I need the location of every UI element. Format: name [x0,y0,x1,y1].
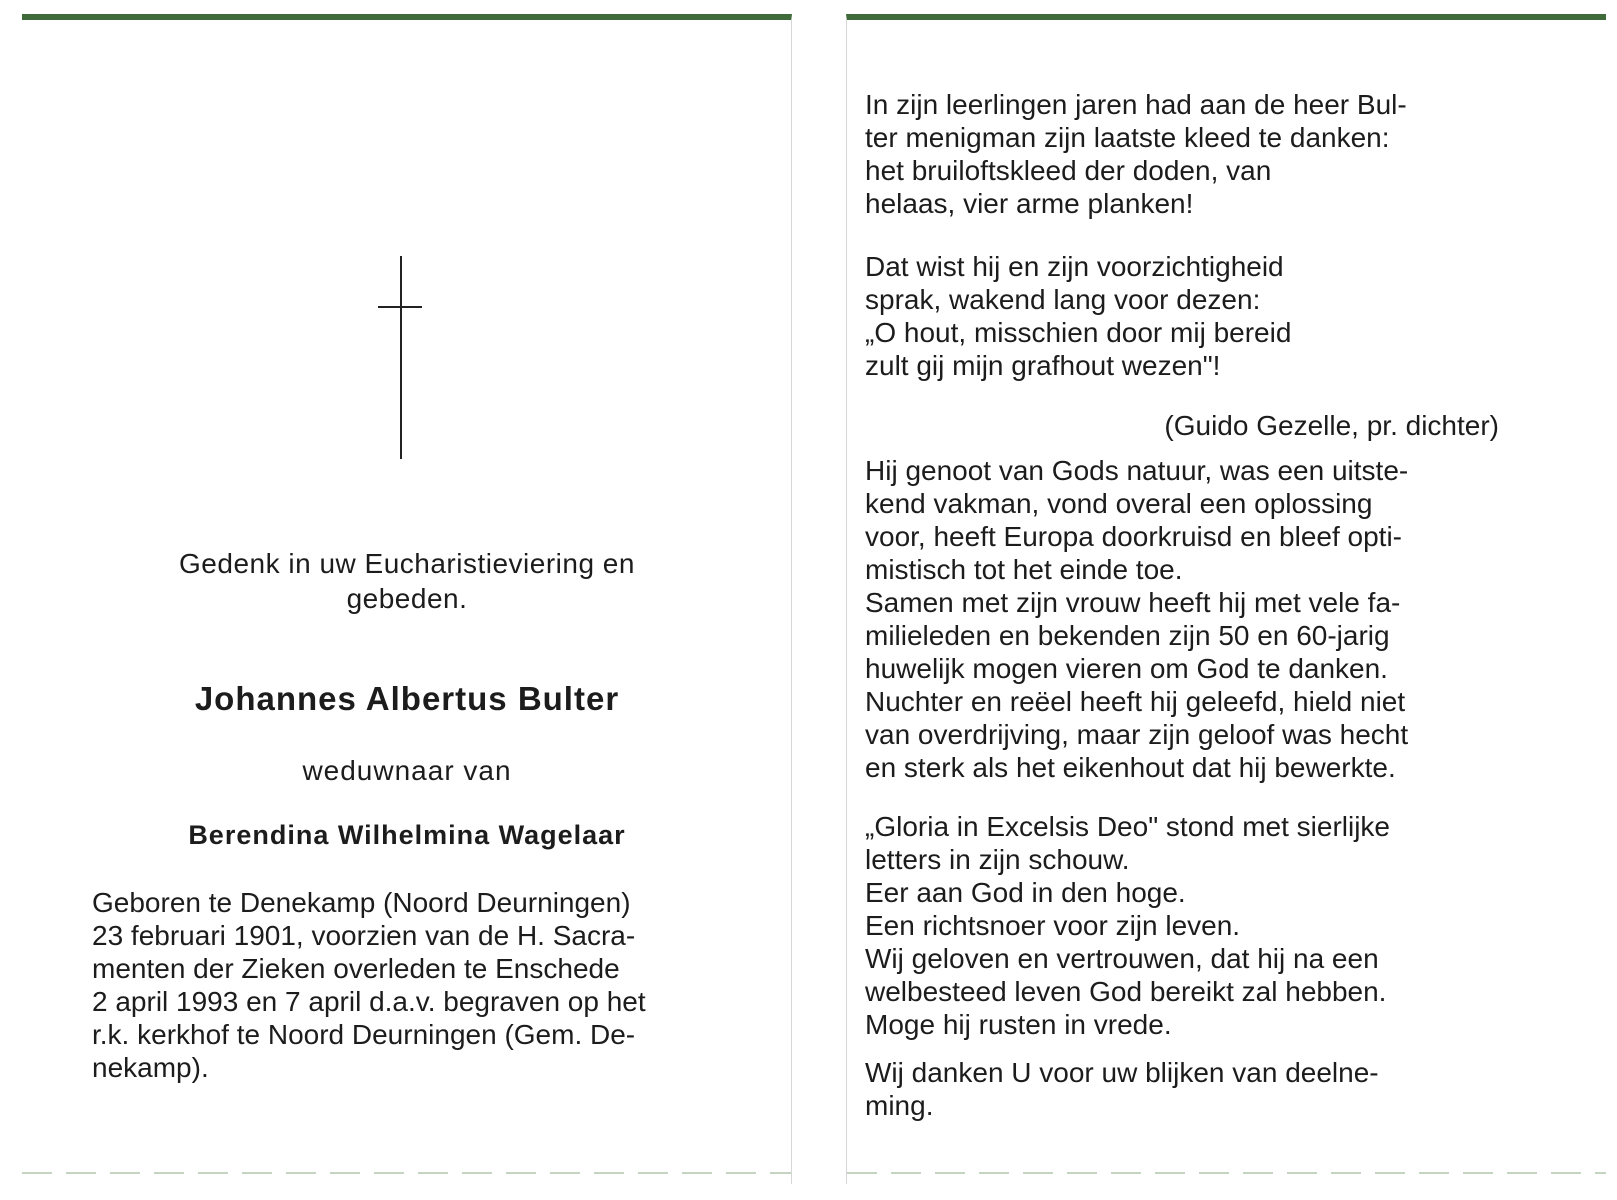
poem-attribution: (Guido Gezelle, pr. dichter) [1164,410,1499,441]
poem-line: helaas, vier arme planken! [865,188,1194,219]
description-line: Samen met zijn vrouw heeft hij met vele fa- [865,587,1401,618]
description-line: mistisch tot het einde toe. [865,554,1183,585]
poem-stanza-2 [865,250,1505,382]
description-line: van overdrijving, maar zijn geloof was hecht [865,719,1409,750]
deceased-name: Johannes Albertus Bulter [194,680,620,717]
motto-line: Eer aan God in den hoge. [865,877,1186,908]
motto-line: Moge hij rusten in vrede. [865,1009,1172,1040]
card-bottom-edge [22,1172,791,1174]
poem-line: Dat wist hij en zijn voorzichtigheid [865,251,1284,282]
bio-line: Geboren te Denekamp (Noord Deurningen) [92,887,631,918]
poem-line: sprak, wakend lang voor dezen: [865,284,1261,315]
thanks-line: Wij danken U voor uw blijken van deelne- [865,1057,1379,1088]
bio-line: menten der Zieken overleden te Enschede [92,953,620,984]
thanks-paragraph [865,1056,1505,1122]
bio-line: r.k. kerkhof te Noord Deurningen (Gem. De- [92,1019,636,1050]
life-description [865,454,1505,784]
description-line: Hij genoot van Gods natuur, was een uitste- [865,455,1409,486]
bio-line: nekamp). [92,1052,209,1083]
description-line: kend vakman, vond overal een oplossing [865,488,1373,519]
description-line: voor, heeft Europa doorkruisd en bleef opti- [865,521,1403,552]
remembrance-text: Gedenk in uw Eucharistieviering en gebeden. [179,548,635,614]
birth-death-details [92,886,732,1084]
poem-stanza-1 [865,88,1505,220]
description-line: en sterk als het eikenhout dat hij bewerkte. [865,752,1396,783]
cross-vertical-bar [400,256,402,459]
poem-line: zult gij mijn grafhout wezen"! [865,350,1221,381]
description-line: Nuchter en reëel heeft hij geleefd, hield niet [865,686,1406,717]
description-line: milieleden en bekenden zijn 50 en 60-jarig [865,620,1390,651]
poem-line: „O hout, misschien door mij bereid [865,317,1292,348]
bio-line: 23 februari 1901, voorzien van de H. Sacra- [92,920,636,951]
description-line: huwelijk mogen vieren om God te danken. [865,653,1388,684]
spouse-name: Berendina Wilhelmina Wagelaar [188,820,626,850]
widower-of-label: weduwnaar van [302,755,512,786]
poem-line: In zijn leerlingen jaren had aan de heer Bul- [865,89,1407,120]
poem-line: ter menigman zijn laatste kleed te danken: [865,122,1390,153]
motto-line: Wij geloven en vertrouwen, dat hij na een [865,943,1379,974]
motto-line: letters in zijn schouw. [865,844,1130,875]
left-card [22,14,792,1184]
motto-line: Een richtsnoer voor zijn leven. [865,910,1241,941]
poem-line: het bruiloftskleed der doden, van [865,155,1272,186]
thanks-line: ming. [865,1090,934,1121]
right-card [846,14,1606,1184]
card-bottom-edge [847,1172,1606,1174]
bio-line: 2 april 1993 en 7 april d.a.v. begraven op het [92,986,646,1017]
motto-line: welbesteed leven God bereikt zal hebben. [865,976,1387,1007]
motto-line: „Gloria in Excelsis Deo" stond met sierlijke [865,811,1390,842]
motto-paragraph [865,810,1505,1041]
cross-horizontal-bar [378,306,422,308]
